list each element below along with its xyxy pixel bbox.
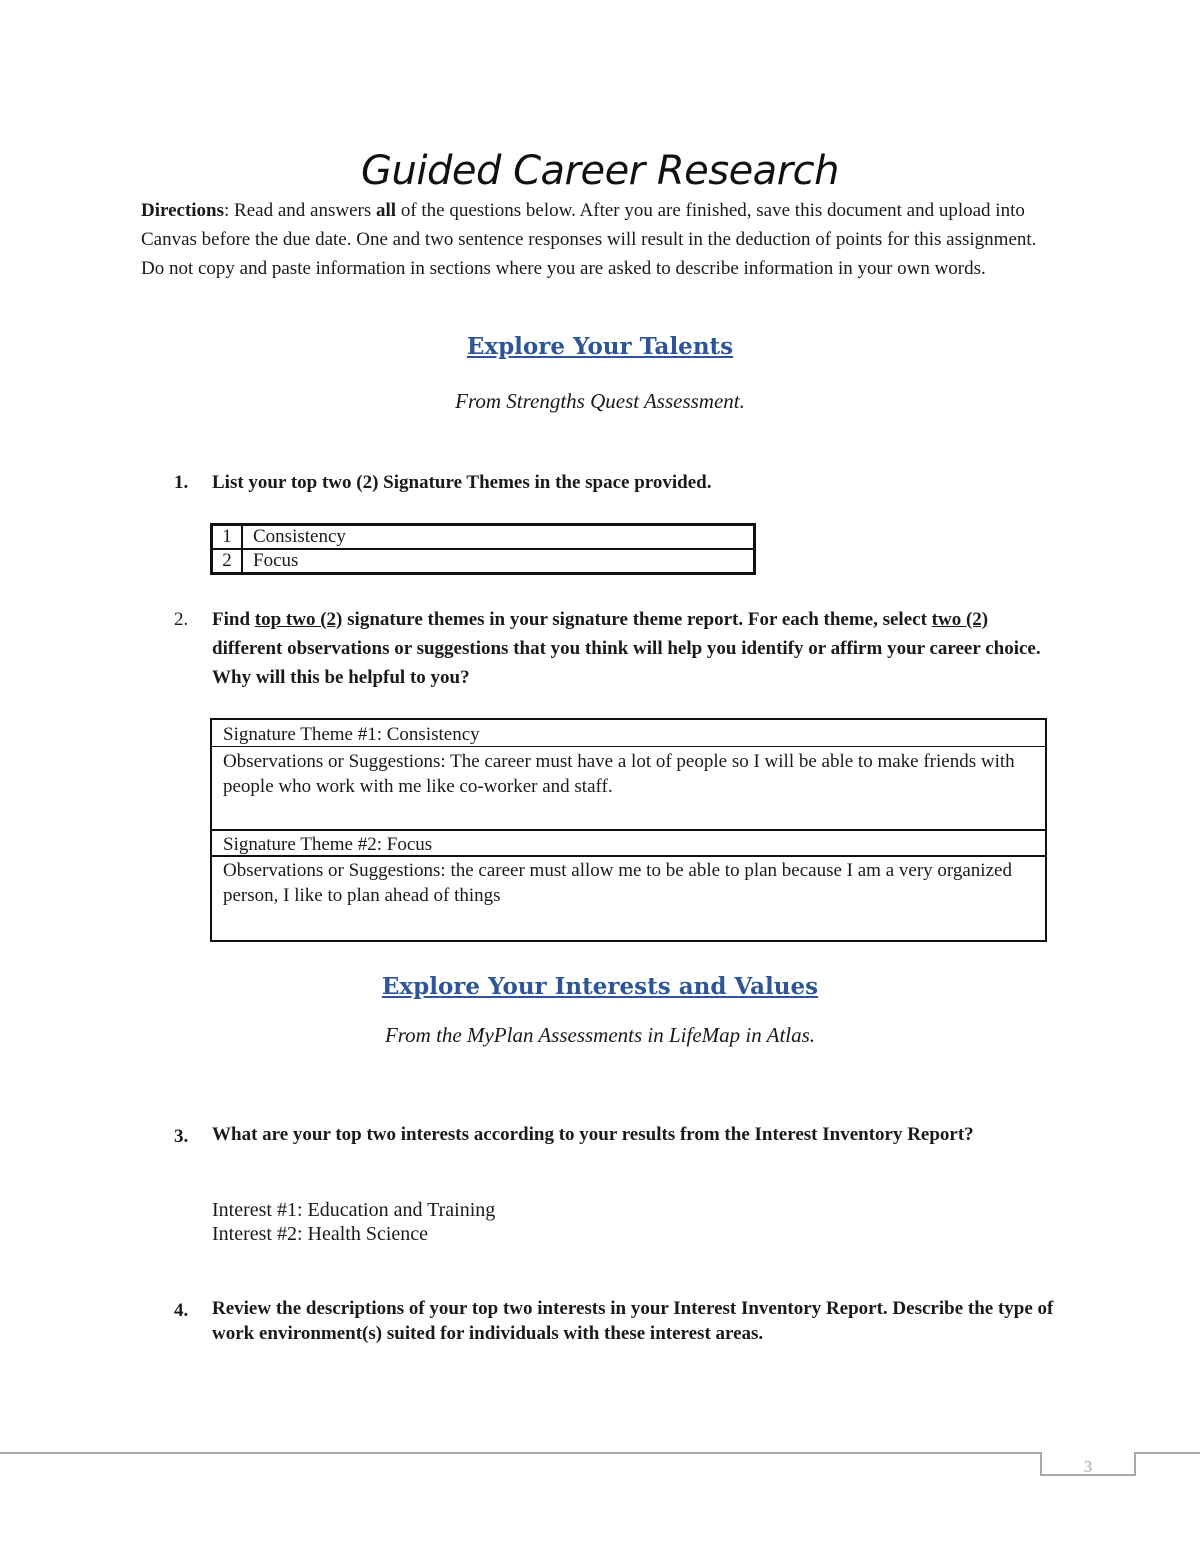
theme-1-observations[interactable]: Observations or Suggestions: The career must have a lot of people so I will be able to make friends with people who work with me like co-worker and staff. <box>212 747 1045 831</box>
observations-table <box>210 718 1047 942</box>
theme-value-1[interactable]: Consistency <box>242 525 755 550</box>
question-3-text: What are your top two interests according to your results from the Interest Inventory Report? <box>212 1124 974 1145</box>
question-2-text <box>212 605 1054 692</box>
interest-1-answer[interactable]: Interest #1: Education and Training <box>212 1199 496 1221</box>
table-row <box>212 525 755 550</box>
directions-text-1: : Read and answers <box>224 200 376 221</box>
interest-2-answer[interactable]: Interest #2: Health Science <box>212 1223 429 1245</box>
question-4-number: 4. <box>174 1300 189 1321</box>
theme-2-label[interactable]: Signature Theme #2: Focus <box>212 831 1045 857</box>
question-3 <box>174 1122 1054 1147</box>
q2-text-b: signature themes in your signature theme report. For each theme, select <box>342 609 932 630</box>
q2-underline-b: two (2) <box>931 609 989 630</box>
question-4-text: Review the descriptions of your top two interests in your Interest Inventory Report. Describe the type of work environment(s) suited for individuals with these interest areas. <box>212 1298 1054 1344</box>
section-heading-interests: Explore Your Interests and Values <box>381 973 819 1000</box>
signature-themes-table <box>210 523 756 575</box>
section-heading-talents: Explore Your Talents <box>466 333 734 360</box>
q2-text-a: Find <box>212 609 255 630</box>
question-4 <box>174 1296 1054 1346</box>
theme-1-label[interactable]: Signature Theme #1: Consistency <box>212 720 1045 747</box>
theme-2-observations[interactable]: Observations or Suggestions: the career must allow me to be able to plan because I am a very organized person, I like to plan ahead of things <box>223 860 1012 906</box>
directions-paragraph <box>141 196 1061 283</box>
section-subtitle-talents: From Strengths Quest Assessment. <box>455 389 745 413</box>
question-1-text: List your top two (2) Signature Themes in the space provided. <box>212 472 712 493</box>
question-2-number: 2. <box>174 609 189 630</box>
page-title: Guided Career Research <box>361 148 839 194</box>
table-row <box>212 549 755 574</box>
footer-rule-right <box>1134 1452 1200 1454</box>
theme-value-2[interactable]: Focus <box>242 549 755 574</box>
section-subtitle-interests: From the MyPlan Assessments in LifeMap in Atlas. <box>384 1023 816 1047</box>
directions-label: Directions <box>141 200 225 221</box>
question-2 <box>174 605 1054 692</box>
footer-rule-left <box>0 1452 1042 1454</box>
question-1-number: 1. <box>174 472 189 493</box>
directions-text-2: of the questions below. After you are finished, save this document and upload into Canvas before the due date. One and two sentence responses will result in the deduction of points for this assignment. Do not copy and paste information in sections where you are asked to describe information in your own words. <box>141 200 1037 279</box>
theme-index-1: 1 <box>212 525 243 550</box>
page-number: 3 <box>1083 1457 1093 1476</box>
q2-underline-a: top two (2) <box>254 609 343 630</box>
question-3-number: 3. <box>174 1126 189 1147</box>
directions-emphasis: all <box>376 200 397 221</box>
theme-index-2: 2 <box>212 549 243 574</box>
q2-text-c: different observations or suggestions that you think will help you identify or affirm your career choice. Why will this be helpful to you? <box>212 638 1041 688</box>
question-1 <box>174 468 1054 497</box>
